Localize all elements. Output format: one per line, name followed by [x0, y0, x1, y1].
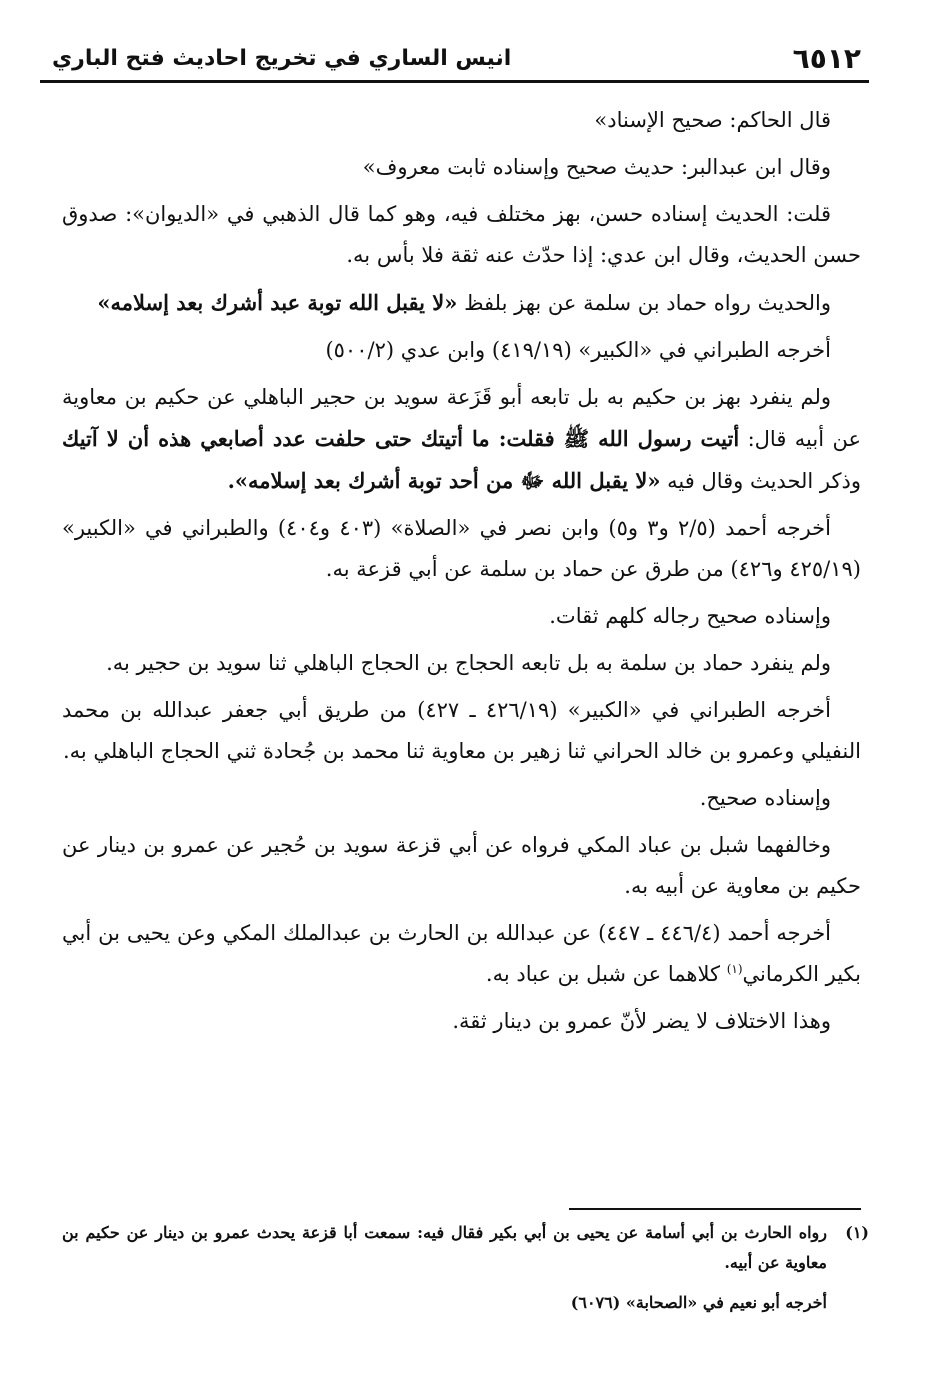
page-number: ٦٥١٢ — [792, 41, 861, 75]
paragraph-text: أخرجه أحمد (٤٤٦/٤ ـ ٤٤٧) عن عبدالله بن الحارث بن عبدالملك المكي وعن يحيى بن أبي بكير الكرماني — [62, 921, 861, 986]
footnote — [62, 1218, 869, 1278]
hadith-quote: «لا يقبل الله توبة عبد أشرك بعد إسلامه» — [97, 290, 458, 315]
header-rule — [40, 80, 869, 83]
paragraph: وإسناده صحيح رجاله كلهم ثقات. — [549, 604, 831, 628]
paragraph: قلت: الحديث إسناده حسن، بهز مختلف فيه، وهو كما قال الذهبي في «الديوان»: صدوق حسن الحديث، وقال ابن عدي: إذا حدّث عنه ثقة فلا بأس به. — [62, 202, 861, 267]
paragraph-text: كلاهما عن شبل بن عباد به. — [485, 962, 721, 986]
page-header — [52, 38, 861, 78]
footnote-marker: (١) — [845, 1223, 869, 1242]
paragraph: وقال ابن عبدالبر: حديث صحيح وإسناده ثابت معروف» — [362, 155, 831, 179]
paragraph: أخرجه الطبراني في «الكبير» (٤٢٦/١٩ ـ ٤٢٧) من طريق أبي جعفر عبدالله بن محمد النفيلي وعمرو بن خالد الحراني ثنا زهير بن معاوية ثنا محمد بن جُحادة ثني الحجاج الباهلي به. — [62, 698, 861, 763]
paragraph: أخرجه أحمد (٢/٥ و٣ و٥) وابن نصر في «الصلاة» (٤٠٣ و٤٠٤) والطبراني في «الكبير» (٤٢٥/١٩ و٤٢٦) من طرق عن حماد بن سلمة عن أبي قزعة به. — [62, 516, 861, 581]
body-text — [62, 100, 861, 1048]
footnote-text: رواه الحارث بن أبي أسامة عن يحيى بن أبي بكير فقال فيه: سمعت أبا قزعة يحدث عمرو بن دينار عن حكيم بن معاوية عن أبيه. — [62, 1223, 827, 1272]
paragraph: قال الحاكم: صحيح الإسناد» — [594, 108, 831, 132]
paragraph: وخالفهما شبل بن عباد المكي فرواه عن أبي قزعة سويد بن حُجير عن عمرو بن دينار عن حكيم بن معاوية عن أبيه به. — [62, 833, 861, 898]
paragraph — [62, 377, 861, 502]
running-title: انيس الساري في تخريج احاديث فتح الباري — [52, 45, 512, 71]
hadith-quote: أتيت رسول الله ﷺ فقلت: ما أتيتك حتى حلفت عدد أصابعي هذه أن لا آتيك — [62, 426, 740, 451]
hadith-quote: «لا يقبل الله ﷻ من أحد توبة أشرك بعد إسلامه». — [227, 468, 661, 493]
paragraph-text: وذكر الحديث وقال فيه — [667, 469, 861, 493]
footnotes — [62, 1218, 869, 1318]
paragraph-text: ولم ينفرد بهز بن حكيم به بل تابعه أبو قَزَعة سويد بن حجير الباهلي عن حكيم بن معاوية عن أبيه قال: — [62, 385, 861, 451]
footnote-continuation: أخرجه أبو نعيم في «الصحابة» (٦٠٧٦) — [570, 1293, 827, 1312]
paragraph: وإسناده صحيح. — [699, 786, 831, 810]
paragraph: وهذا الاختلاف لا يضر لأنّ عمرو بن دينار ثقة. — [452, 1009, 831, 1033]
paragraph-text: والحديث رواه حماد بن سلمة عن بهز بلفظ — [464, 291, 831, 315]
paragraph — [62, 913, 861, 995]
paragraph — [62, 282, 861, 324]
paragraph: أخرجه الطبراني في «الكبير» (٤١٩/١٩) وابن عدي (٥٠٠/٢) — [325, 338, 831, 362]
footnote-reference[interactable]: (١) — [726, 962, 743, 976]
footnote-rule — [569, 1208, 861, 1210]
paragraph: ولم ينفرد حماد بن سلمة به بل تابعه الحجاج بن الحجاج الباهلي ثنا سويد بن حجير به. — [106, 651, 831, 675]
